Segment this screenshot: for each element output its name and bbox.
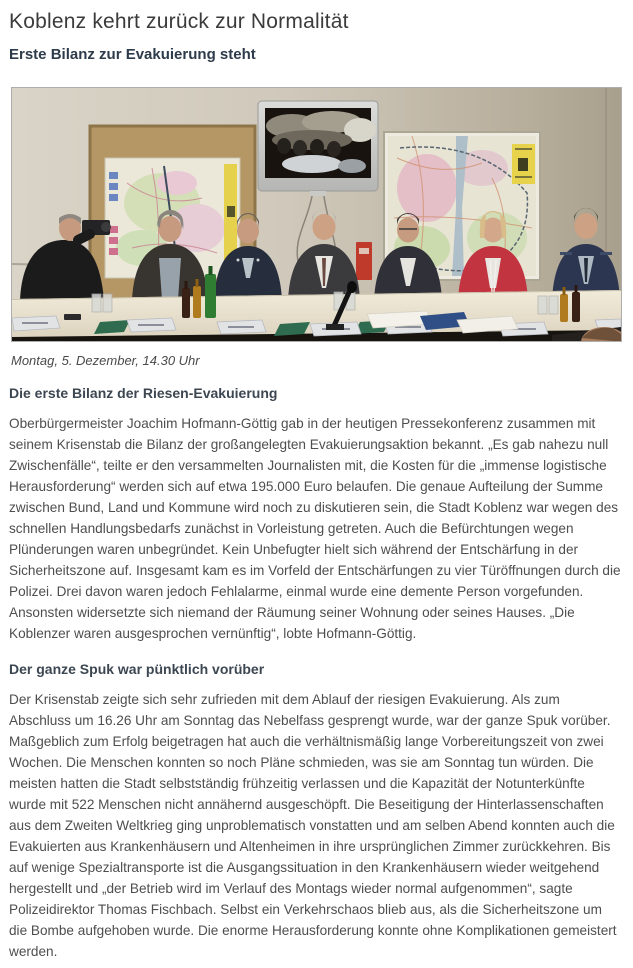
section-spuk-voruber bbox=[9, 661, 624, 962]
press-conference-illustration bbox=[12, 88, 621, 341]
section-first-report bbox=[9, 385, 624, 644]
section-paragraph: Der Krisenstab zeigte sich sehr zufrieden mit dem Ablauf der riesigen Evakuierung. Als zum Abschluss um 16.26 Uhr am Sonntag das Nebelfass gesprengt wurde, war der ganze Spuk vorüber. Maßgeblich zum Erfolg beigetragen hat auch die verhältnismäßig lange Vorbereitungszeit von zwei Wochen. Die Menschen konnten so noch Pläne schmieden, was sie am Sonntag tun würden. Die meisten hatten die Stadt selbstständig frühzeitig verlassen und die Kapazität der Notunterkünfte wurde mit 522 Menschen nicht annähernd ausgeschöpft. Die Beseitigung der Hinterlassenschaften aus dem Zweiten Weltkrieg ging unproblematisch vonstatten und am selben Abend konnten auch die Evakuierten aus Krankenhäusern und Altenheimen in ihre ursprünglichen Zimmer zurückkehren. Bis auf wenige Spezialtransporte ist die Ausgangssituation in den Krankenhäusern wieder weitgehend hergestellt und „der Betrieb wird im Verlauf des Montags wieder normal aufgenommen“, sagte Polizeidirektor Thomas Fischbach. Selbst ein Verkehrschaos blieb aus, als die Sicherheitszone um die Bombe aufgehoben wurde. Die enorme Herausforderung konnte ohne Komplikationen gemeistert werden. bbox=[9, 692, 617, 959]
article-subtitle: Erste Bilanz zur Evakuierung steht bbox=[9, 46, 256, 63]
section-heading: Die erste Bilanz der Riesen-Evakuierung bbox=[9, 385, 278, 401]
press-conference-photo bbox=[11, 87, 622, 342]
section-paragraph: Oberbürgermeister Joachim Hofmann-Göttig gab in der heutigen Pressekonferenz zusammen mit seinem Krisenstab die Bilanz der großangelegten Evakuierungsaktion bekannt. „Es gab nahezu null Zwischenfälle“, teilte er den versammelten Journalisten mit, die Kosten für die „immense logistische Herausforderung“ werden sich auf etwa 195.000 Euro belaufen. Die genaue Aufteilung der Summe zwischen Bund, Land und Kommune wird noch zu diskutieren sein, die Stadt Koblenz war wegen des schnellen Handlungsbedarfs zunächst in Vorleistung getreten. Auch die Befürchtungen wegen Plünderungen waren unbegründet. Kein Unbefugter hielt sich während der Entschärfung in der Sicherheitszone auf. Insgesamt kam es im Vorfeld der Entschärfungen zu vier Türöffnungen durch die Polizei. Drei davon waren jedoch Fehlalarme, einmal wurde eine demente Person vorgefunden. Ansonsten widersetzte sich niemand der Räumung seiner Wohnung oder seines Hauses. „Die Koblenzer waren ausgesprochen vernünftig“, lobte Hofmann-Göttig. bbox=[9, 416, 621, 641]
photo-caption: Montag, 5. Dezember, 14.30 Uhr bbox=[11, 353, 200, 368]
red-wall-box bbox=[356, 242, 372, 280]
mobile-phone bbox=[64, 314, 81, 320]
page-title: Koblenz kehrt zurück zur Normalität bbox=[9, 10, 349, 33]
section-heading: Der ganze Spuk war pünktlich vorüber bbox=[9, 661, 265, 677]
press-conference-figure bbox=[11, 87, 624, 368]
